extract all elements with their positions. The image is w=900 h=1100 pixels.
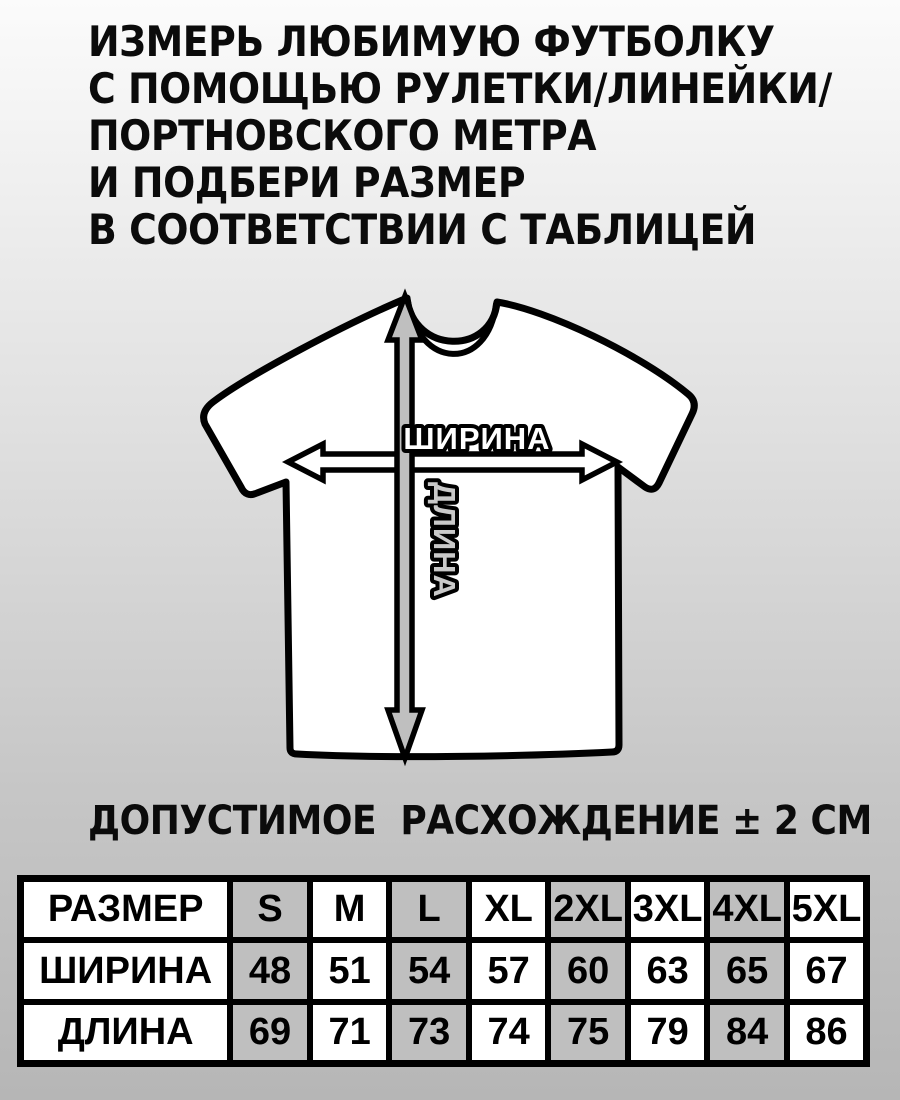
- value-cell: 67: [787, 940, 867, 1001]
- value-cell: 74: [469, 1002, 549, 1064]
- header-cell-3xl: 3XL: [628, 879, 708, 941]
- value-cell: 57: [469, 940, 549, 1001]
- size-table: [17, 875, 870, 1067]
- heading-line-5: В СООТВЕТСТВИИ С ТАБЛИЦЕЙ: [88, 205, 757, 254]
- table-header-row: [21, 879, 867, 941]
- header-cell-4xl: 4XL: [707, 879, 787, 941]
- value-cell: 51: [310, 940, 390, 1001]
- header-cell-m: M: [310, 879, 390, 941]
- heading: [88, 18, 832, 253]
- value-cell: 75: [548, 1002, 628, 1064]
- value-cell: 54: [389, 940, 469, 1001]
- value-cell: 69: [230, 1002, 310, 1064]
- row-label-cell: ШИРИНА: [21, 940, 231, 1001]
- length-row: [21, 1002, 867, 1064]
- header-cell-s: S: [230, 879, 310, 941]
- tshirt-measurement-diagram: [185, 282, 715, 782]
- tolerance-note: ДОПУСТИМОЕ РАСХОЖДЕНИЕ ± 2 СМ: [88, 798, 872, 844]
- value-cell: 73: [389, 1002, 469, 1064]
- value-cell: 60: [548, 940, 628, 1001]
- value-cell: 84: [707, 1002, 787, 1064]
- header-cell-size: РАЗМЕР: [21, 879, 231, 941]
- value-cell: 79: [628, 1002, 708, 1064]
- heading-line-1: ИЗМЕРЬ ЛЮБИМУЮ ФУТБОЛКУ: [88, 17, 775, 66]
- heading-line-3: ПОРТНОВСКОГО МЕТРА: [88, 111, 597, 160]
- heading-line-4: И ПОДБЕРИ РАЗМЕР: [88, 158, 526, 207]
- row-label-cell: ДЛИНА: [21, 1002, 231, 1064]
- heading-line-2: С ПОМОЩЬЮ РУЛЕТКИ/ЛИНЕЙКИ/: [88, 64, 832, 113]
- header-cell-2xl: 2XL: [548, 879, 628, 941]
- value-cell: 48: [230, 940, 310, 1001]
- header-cell-l: L: [389, 879, 469, 941]
- header-cell-xl: XL: [469, 879, 549, 941]
- width-row: [21, 940, 867, 1001]
- value-cell: 63: [628, 940, 708, 1001]
- length-label: ДЛИНА: [427, 482, 462, 598]
- header-cell-5xl: 5XL: [787, 879, 867, 941]
- value-cell: 71: [310, 1002, 390, 1064]
- value-cell: 65: [707, 940, 787, 1001]
- value-cell: 86: [787, 1002, 867, 1064]
- width-label: ШИРИНА: [403, 421, 551, 456]
